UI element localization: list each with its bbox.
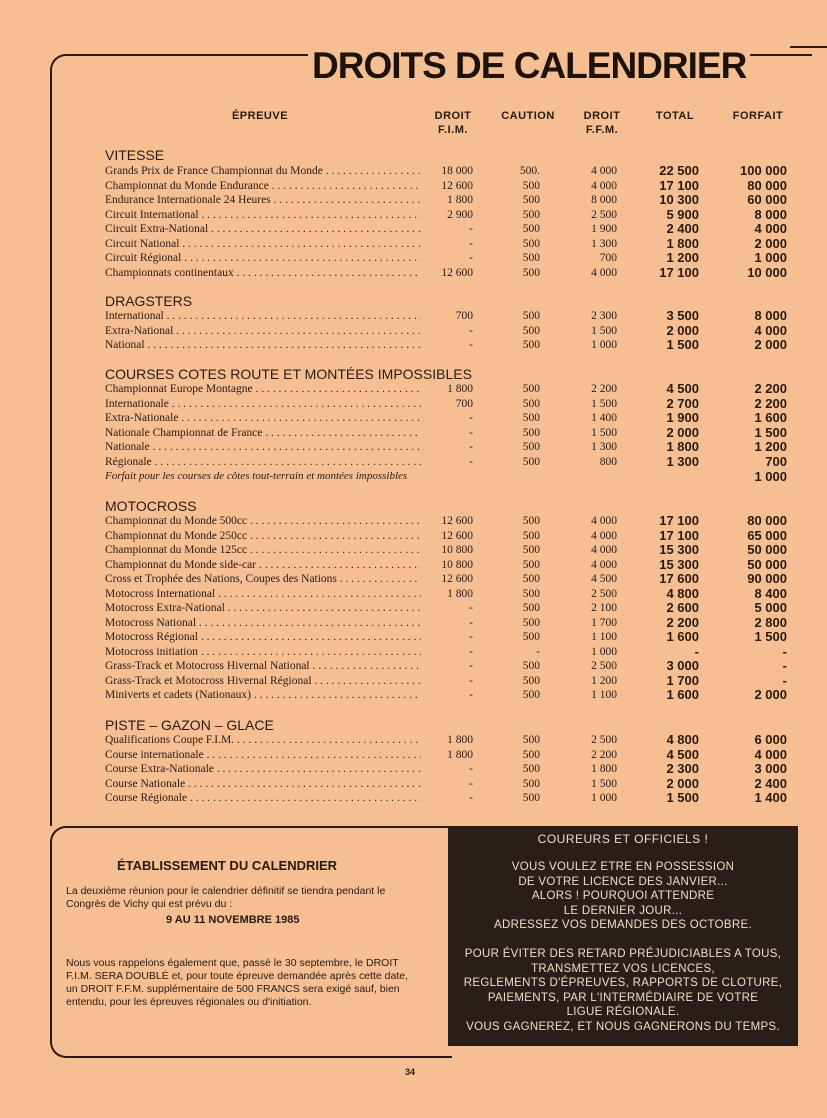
table-row [105,674,805,688]
notice-line: ALORS ! POURQUOI ATTENDRE [531,890,715,902]
cell-ffm: 4 000 [591,515,617,527]
cell-fim: - [469,339,473,351]
cell-cau: 500 [522,266,540,279]
section-heading: PISTE – GAZON – GLACE [105,717,274,733]
cell-tot: - [694,643,699,659]
row-label: Motocross National . . . [105,616,421,630]
header-forfait: FORFAIT [732,110,784,122]
cell-ffm: 1 500 [591,426,617,439]
cell-fim: - [469,324,473,337]
notice-line: LE DERNIER JOUR... [563,904,683,917]
cell-for: 5 000 [754,600,787,615]
table-row [105,630,805,644]
row-label: Endurance Internationale 24 Heures . . . [105,193,421,207]
table-row [105,572,805,586]
cell-fim: - [469,223,473,235]
cell-ffm: 4 000 [591,266,617,279]
cell-for: 1 500 [754,424,787,440]
cell-for: 1 000 [754,250,787,265]
cell-cau: 500 [522,383,540,395]
cell-fim: 12 600 [441,515,473,527]
cell-fim: - [469,237,473,250]
cell-tot: 1 600 [666,629,699,644]
cell-cau: 500 [522,397,540,410]
table-row [105,791,805,805]
row-label: Motocross initiation . . . [105,645,421,659]
table-row [105,411,805,425]
cell-fim: 12 600 [441,179,473,192]
cell-cau: 500 [522,602,540,614]
cell-ffm: 1 500 [591,397,617,410]
cell-cau: 500 [522,792,540,804]
table-row [105,266,805,280]
cell-ffm: 2 300 [591,310,617,322]
cell-fim: 1 800 [447,383,473,395]
row-label: Extra-Nationale . . . [105,411,421,425]
cell-ffm: 1 400 [591,412,617,424]
page-number: 34 [405,1067,416,1077]
table-row [105,587,805,601]
cell-tot: 1 500 [666,790,699,805]
table-row [105,455,805,469]
section-heading: DRAGSTERS [105,293,193,309]
row-label: Course internationale . . . [105,748,421,762]
cell-cau: 500 [522,689,540,701]
cell-ffm: 1 000 [591,339,617,351]
table-row [105,659,805,673]
notice-line: DE VOTRE LICENCE DES JANVIER... [518,875,728,888]
header-total: TOTAL [655,110,695,122]
cell-ffm: 1 000 [591,645,617,658]
row-label: Qualifications Coupe F.I.M. . . . [105,733,421,747]
cell-ffm: 2 100 [591,602,617,614]
cell-tot: 2 000 [666,322,699,338]
cell-ffm: 1 800 [591,763,617,775]
header-caution: CAUTION [501,110,555,122]
cell-tot: 2 700 [666,395,699,411]
row-label: Course Régionale . . . [105,791,421,805]
cell-cau: 500 [522,194,540,206]
cell-tot: 2 000 [666,424,699,440]
cell-fim: 1 800 [447,734,473,746]
row-label: Circuit Extra-National . . . [105,222,421,236]
cell-tot: 1 800 [666,439,699,454]
cell-cau: 500 [522,544,540,556]
cell-tot: 4 800 [666,732,699,747]
cell-cau: 500 [522,208,540,221]
cell-ffm: 1 500 [591,324,617,337]
row-label: Grass-Track et Motocross Hivernal Régional . . . [105,674,421,688]
row-label: Circuit National . . . [105,237,421,251]
cell-tot: 1 600 [666,687,699,702]
cell-fim: 12 600 [441,573,473,585]
cell-tot: 2 000 [666,775,699,791]
cell-fim: 2 900 [447,208,473,221]
header-droit-ffm: DROIT F.F.M. [583,110,621,136]
cell-for: 1 200 [754,439,787,454]
cell-fim: 1 800 [447,587,473,600]
row-label: Championnat du Monde 500cc . . . [105,514,421,528]
cell-for: 10 000 [747,264,787,280]
table-row [105,426,805,440]
row-label: National . . . [105,338,421,352]
cell-for: 60 000 [747,192,787,207]
row-label: Championnat du Monde 250cc . . . [105,529,421,543]
cell-for: 3 000 [754,761,787,776]
cell-for: 2 200 [754,395,787,411]
cell-ffm: 1 100 [591,631,617,643]
cell-fim: - [469,441,473,453]
row-label: Cross et Trophée des Nations, Coupes des Nations . . . [105,572,421,586]
cell-for: 2 000 [754,337,787,352]
cell-tot: 4 800 [666,585,699,601]
table-row [105,733,805,747]
cell-cau: 500 [522,587,540,600]
table-row [105,179,805,193]
calendrier-date: 9 AU 11 NOVEMBRE 1985 [166,914,300,926]
cell-for: 4 000 [754,322,787,338]
row-label: Motocross International . . . [105,587,421,601]
cell-for: 80 000 [747,513,787,528]
cell-ffm: 4 000 [591,179,617,192]
cell-tot: 1 500 [666,337,699,352]
notice-line: PAIEMENTS, PAR L'INTERMÉDIAIRE DE VOTRE [487,991,759,1004]
row-label: Championnat du Monde side-car . . . [105,558,421,572]
cell-fim: 1 800 [447,748,473,761]
row-label: Course Extra-Nationale . . . [105,762,421,776]
cell-tot: 2 400 [666,221,699,236]
cell-fim: 700 [455,397,473,410]
forfait-note: Forfait pour les courses de côtes tout-terrain et montées impossibles [105,470,408,482]
header-droit-fim: DROIT F.I.M. [434,110,472,136]
header-epreuve: ÉPREUVE [231,110,289,122]
page-title: DROITS DE CALENDRIER [308,44,750,88]
table-row [105,164,805,178]
cell-fim: - [469,631,473,643]
cell-cau: 500 [522,324,540,337]
cell-cau: 500 [522,631,540,643]
table-row [105,601,805,615]
cell-tot: 2 600 [666,600,699,615]
table-row [105,222,805,236]
cell-ffm: 2 200 [591,748,617,761]
cell-fim: 700 [455,310,473,322]
cell-for: 1 600 [754,410,787,425]
calendrier-text-1: La deuxième réunion pour le calendrier définitif se tiendra pendant le Congrès de Vichy qui est prévu du : [66,885,386,910]
notice-line: VOUS GAGNEREZ, ET NOUS GAGNERONS DU TEMPS. [466,1020,780,1033]
cell-fim: 18 000 [441,165,473,177]
cell-tot: 10 300 [659,192,699,207]
cell-cau: 500 [522,412,540,424]
table-row [105,645,805,659]
coureurs-paragraph-1 [448,860,798,933]
cell-ffm: 1 000 [591,792,617,804]
section-heading: VITESSE [105,147,165,163]
table-row [105,193,805,207]
cell-fim: - [469,660,473,672]
cell-cau: 500 [522,515,540,527]
cell-cau: 500 [522,310,540,322]
cell-cau: 500 [522,674,540,687]
cell-ffm: 1 900 [591,223,617,235]
notice-line: REGLEMENTS D'ÉPREUVES, RAPPORTS DE CLOTURE, [463,977,783,989]
cell-cau: 500 [522,573,540,585]
cell-tot: 22 500 [659,163,699,178]
cell-ffm: 8 000 [591,194,617,206]
row-label: Championnat du Monde 125cc . . . [105,543,421,557]
cell-for: 6 000 [754,732,787,747]
cell-ffm: 4 000 [591,558,617,571]
table-row [105,338,805,352]
row-label: Course Nationale . . . [105,777,421,791]
cell-ffm: 2 500 [591,734,617,746]
row-label: Motocross Extra-National . . . [105,601,421,615]
cell-fim: 12 600 [441,529,473,542]
cell-for: 2 400 [754,775,787,791]
cell-ffm: 2 500 [591,208,617,221]
cell-cau: 500 [522,237,540,250]
cell-fim: 12 600 [441,266,473,279]
cell-tot: 3 000 [666,658,699,673]
section-heading: COURSES COTES ROUTE ET MONTÉES IMPOSSIBLES [105,366,472,382]
cell-fim: - [469,602,473,614]
row-label: Motocross Régional . . . [105,630,421,644]
cell-cau: 500 [522,763,540,775]
table-row [105,397,805,411]
cell-cau: 500 [522,179,540,192]
cell-fim: - [469,412,473,424]
forfait-note-value: 1 000 [754,469,787,484]
row-label: Nationale Championnat de France . . . [105,426,421,440]
cell-cau: - [536,645,540,658]
top-rule [790,46,827,48]
notice-line: ADRESSEZ VOS DEMANDES DES OCTOBRE. [494,919,752,931]
cell-for: 1 500 [754,629,787,644]
table-row [105,777,805,791]
table-row [105,762,805,776]
table-row [105,748,805,762]
cell-fim: - [469,645,473,658]
cell-ffm: 1 300 [591,441,617,453]
table-row [105,558,805,572]
cell-ffm: 2 500 [591,660,617,672]
coureurs-title: COUREURS ET OFFICIELS ! [537,832,709,846]
section-heading: MOTOCROSS [105,498,197,514]
row-label: Grands Prix de France Championnat du Monde . . . [105,164,421,178]
table-row [105,208,805,222]
notice-line: LIGUE RÉGIONALE. [566,1006,680,1018]
row-label: Championnat du Monde Endurance . . . [105,179,421,193]
table-row [105,309,805,323]
table-row [105,382,805,396]
cell-for: 65 000 [747,527,787,543]
cell-for: 8 000 [754,308,787,323]
cell-for: 700 [765,453,787,469]
cell-ffm: 1 200 [591,674,617,687]
cell-for: 2 800 [754,614,787,630]
cell-for: 8 000 [754,206,787,222]
table-row [105,514,805,528]
cell-tot: 17 100 [659,177,699,193]
cell-for: - [782,643,787,659]
cell-for: - [782,658,787,673]
table-row [105,529,805,543]
table-row [105,440,805,454]
row-label: Championnat Europe Montagne . . . [105,382,421,396]
row-label: Internationale . . . [105,397,421,411]
table-row [105,543,805,557]
cell-tot: 2 300 [666,761,699,776]
cell-tot: 17 100 [659,513,699,528]
row-label: International . . . [105,309,421,323]
cell-tot: 1 700 [666,672,699,688]
cell-cau: 500 [522,529,540,542]
cell-tot: 1 800 [666,235,699,251]
cell-ffm: 1 100 [591,689,617,701]
cell-for: 1 400 [754,790,787,805]
row-label: Championnats continentaux . . . [105,266,421,280]
notice-line: VOUS VOULEZ ETRE EN POSSESSION [511,861,735,873]
cell-fim: 10 800 [441,544,473,556]
row-label: Circuit Régional . . . [105,251,421,265]
cell-tot: 1 200 [666,250,699,265]
row-label: Circuit International . . . [105,208,421,222]
notice-line: TRANSMETTEZ VOS LICENCES, [531,962,715,975]
cell-cau: 500 [522,748,540,761]
cell-cau: 500 [522,252,540,264]
cell-tot: 1 900 [666,410,699,425]
cell-ffm: 700 [599,252,617,264]
cell-cau: 500 [522,426,540,439]
cell-ffm: 4 500 [591,573,617,585]
cell-tot: 17 100 [659,527,699,543]
cell-cau: 500 [522,616,540,629]
cell-cau: 500 [522,455,540,468]
cell-ffm: 1 700 [591,616,617,629]
cell-tot: 4 500 [666,381,699,396]
cell-fim: - [469,792,473,804]
table-row [105,251,805,265]
cell-tot: 5 900 [666,206,699,222]
cell-cau: 500 [522,734,540,746]
cell-ffm: 1 300 [591,237,617,250]
cell-cau: 500 [522,223,540,235]
cell-for: 8 400 [754,585,787,601]
cell-tot: 15 300 [659,556,699,572]
cell-cau: 500 [522,660,540,672]
cell-cau: 500. [519,165,540,177]
calendrier-title: ÉTABLISSEMENT DU CALENDRIER [117,858,338,873]
cell-cau: 500 [522,339,540,351]
cell-for: 4 000 [754,221,787,236]
cell-for: 80 000 [747,177,787,193]
cell-tot: 3 500 [666,308,699,323]
cell-tot: 2 200 [666,614,699,630]
cell-fim: 1 800 [447,194,473,206]
cell-tot: 4 500 [666,746,699,762]
cell-for: 4 000 [754,746,787,762]
cell-ffm: 4 000 [591,544,617,556]
cell-for: 2 200 [754,381,787,396]
row-label: Miniverts et cadets (Nationaux) . . . [105,688,421,702]
cell-ffm: 2 500 [591,587,617,600]
row-label: Grass-Track et Motocross Hivernal National . . . [105,659,421,673]
coureurs-notice [448,826,798,1046]
cell-for: 2 000 [754,687,787,702]
cell-for: 2 000 [754,235,787,251]
cell-fim: - [469,252,473,264]
cell-for: 50 000 [747,542,787,557]
cell-for: 50 000 [747,556,787,572]
cell-tot: 15 300 [659,542,699,557]
cell-for: 90 000 [747,571,787,586]
table-row [105,616,805,630]
cell-ffm: 4 000 [591,529,617,542]
cell-ffm: 4 000 [591,165,617,177]
table-row [105,324,805,338]
row-label: Régionale . . . [105,455,421,469]
cell-cau: 500 [522,441,540,453]
cell-fim: - [469,777,473,790]
row-label: Nationale . . . [105,440,421,454]
calendrier-text-2: Nous vous rappelons également que, passé le 30 septembre, le DROIT F.I.M. SERA DOUBLÉ et, pour toute épreuve demandée après cette date, un DROIT F.F.M. supplémentaire de 500 FRANCS sera exigé sauf, bien entendu, pour les épreuves régionales ou d'initiation. [66,957,409,1008]
cell-fim: - [469,616,473,629]
table-row [105,688,805,702]
cell-fim: - [469,455,473,468]
cell-cau: 500 [522,558,540,571]
cell-fim: - [469,689,473,701]
cell-ffm: 1 500 [591,777,617,790]
cell-tot: 17 100 [659,264,699,280]
cell-cau: 500 [522,777,540,790]
cell-fim: 10 800 [441,558,473,571]
coureurs-paragraph-2 [448,947,798,1034]
cell-fim: - [469,674,473,687]
cell-ffm: 2 200 [591,383,617,395]
cell-ffm: 800 [599,455,617,468]
notice-line: POUR ÉVITER DES RETARD PRÉJUDICIABLES A TOUS, [464,948,782,960]
row-label: Extra-National . . . [105,324,421,338]
cell-fim: - [469,426,473,439]
cell-for: 100 000 [740,163,787,178]
cell-tot: 1 300 [666,453,699,469]
cell-tot: 17 600 [659,571,699,586]
cell-for: - [782,672,787,688]
table-row [105,237,805,251]
cell-fim: - [469,763,473,775]
